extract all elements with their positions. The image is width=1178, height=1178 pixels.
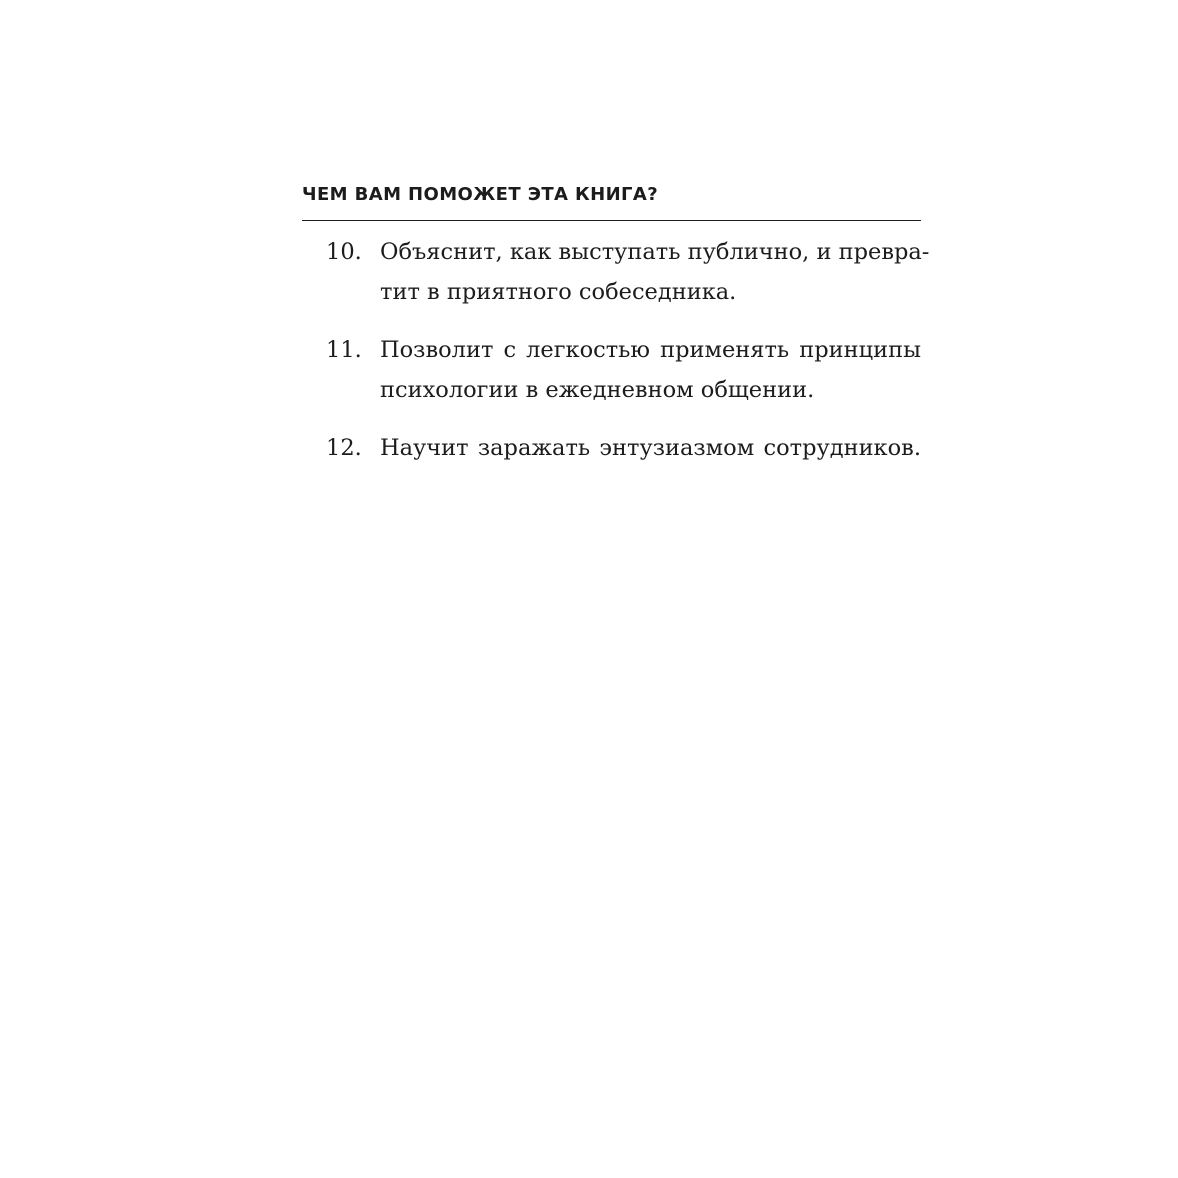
list-item [302,428,921,468]
item-text-line: психологии в ежедневном общении. [380,377,815,403]
item-text-line: тит в приятного собеседника. [380,279,737,305]
benefits-list [302,232,930,486]
list-item [302,330,921,410]
item-text-line: Объяснит, как выступать публично, и превра- [380,239,930,265]
header-rule [302,220,921,221]
running-head: ЧЕМ ВАМ ПОМОЖЕТ ЭТА КНИГА? [302,184,659,205]
item-number: 10. [326,239,362,265]
list-item [302,232,930,312]
item-text-line: Позволит с легкостью применять принципы [380,337,921,363]
item-number: 12. [326,435,362,461]
item-number: 11. [326,337,362,363]
item-text-line: Научит заражать энтузиазмом сотрудников. [380,435,921,461]
